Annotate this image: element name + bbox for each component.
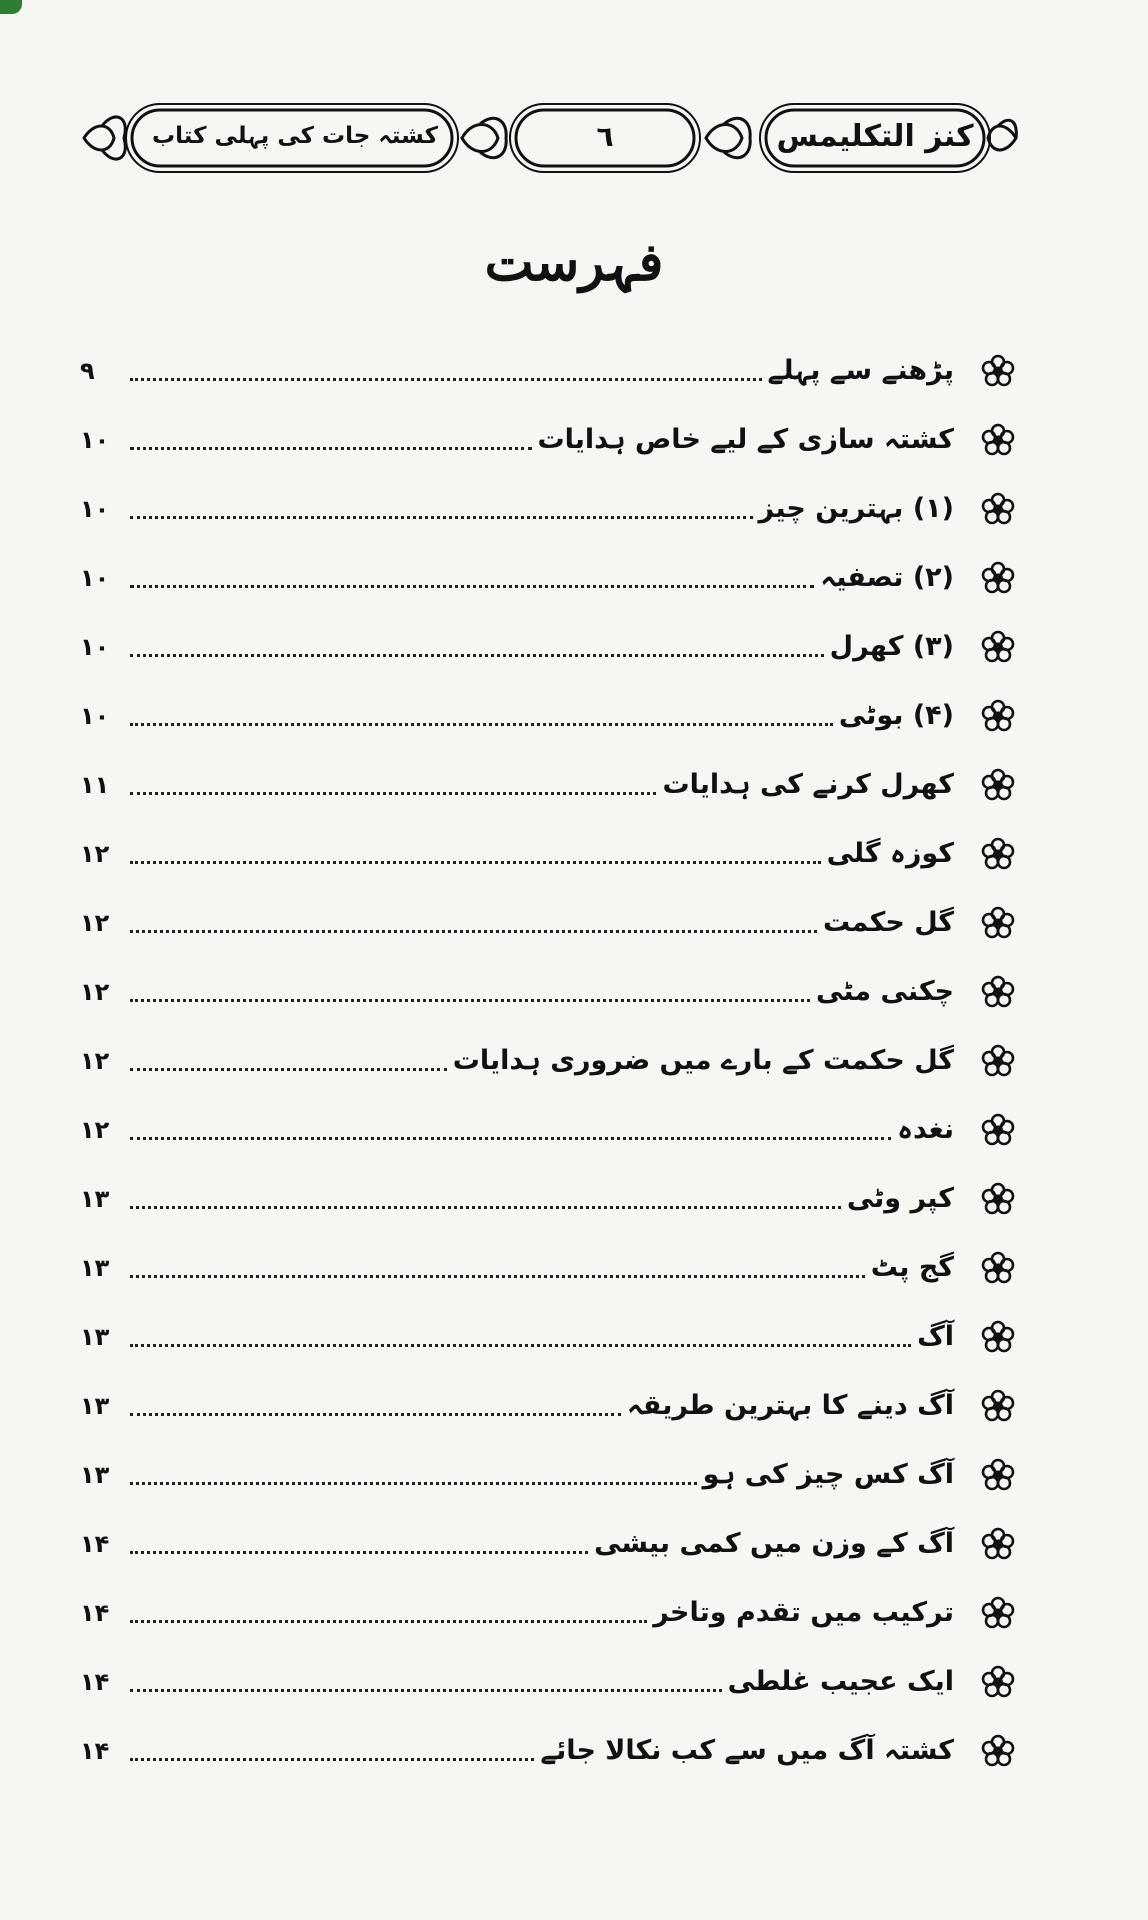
toc-entry-title: گل حکمت کے بارے میں ضروری ہدایات [452, 1045, 954, 1076]
toc-entry-title: کپر وٹی [846, 1183, 954, 1214]
toc-entry-title: آگ کس چیز کی ہو [702, 1459, 954, 1490]
flower-bullet-icon [976, 1039, 1020, 1083]
toc-entry [80, 1233, 1020, 1302]
flower-bullet-icon [976, 1660, 1020, 1704]
toc-entry [80, 1095, 1020, 1164]
toc-entry [80, 336, 1020, 405]
page-title: فہرست [484, 232, 664, 293]
toc-entry-page-number: ۱۳ [80, 1184, 110, 1213]
toc-entry-title: (۱) بہترین چیز [758, 493, 954, 524]
toc-entry-title: (۴) بوٹی [838, 700, 954, 731]
toc-entry-title: (۳) کھرل [829, 631, 954, 662]
toc-entry-title: چکنی مٹی [816, 976, 954, 1007]
toc-entry-title: آگ کے وزن میں کمی بیشی [594, 1528, 954, 1559]
flower-bullet-icon [976, 901, 1020, 945]
dot-leader [130, 1452, 697, 1485]
toc-entry [80, 1164, 1020, 1233]
dot-leader [130, 1314, 911, 1347]
flower-bullet-icon [976, 625, 1020, 669]
toc-entry [80, 888, 1020, 957]
toc-entry-title: نغدہ [897, 1114, 954, 1145]
flower-bullet-icon [976, 1729, 1020, 1773]
toc-entry-page-number: ۱۲ [80, 1115, 110, 1144]
toc-entry [80, 1440, 1020, 1509]
toc-entry [80, 957, 1020, 1026]
dot-leader [130, 1521, 588, 1554]
dot-leader [130, 555, 814, 588]
dot-leader [130, 1590, 647, 1623]
dot-leader [130, 1038, 447, 1071]
toc-entry-title: پڑھنے سے پہلے [767, 355, 954, 386]
flower-bullet-icon [976, 1453, 1020, 1497]
toc-entry-title: (۲) تصفیہ [820, 562, 954, 593]
toc-entry [80, 1578, 1020, 1647]
flower-bullet-icon [976, 1522, 1020, 1566]
flower-bullet-icon [976, 349, 1020, 393]
dot-leader [130, 1383, 621, 1416]
toc-entry [80, 1302, 1020, 1371]
page-corner-mark [0, 0, 22, 14]
toc-entry [80, 1509, 1020, 1578]
toc-entry-page-number: ۱۴ [80, 1667, 110, 1696]
page-header [80, 96, 1020, 180]
toc-entry-page-number: ۱۴ [80, 1598, 110, 1627]
toc-entry [80, 1716, 1020, 1785]
flower-bullet-icon [976, 832, 1020, 876]
toc-entry [80, 819, 1020, 888]
toc-entry-page-number: ۱۰ [80, 632, 110, 661]
toc-entry-page-number: ۱۲ [80, 908, 110, 937]
dot-leader [130, 1728, 534, 1761]
toc-entry-page-number: ۱۳ [80, 1391, 110, 1420]
toc-entry-page-number: ۱۳ [80, 1253, 110, 1282]
flower-bullet-icon [976, 970, 1020, 1014]
toc-entry-page-number: ۱۰ [80, 425, 110, 454]
toc-entry-title: آگ دینے کا بہترین طریقہ [626, 1390, 954, 1421]
toc-entry-title: گج پٹ [870, 1252, 954, 1283]
toc-entry-title: کوزہ گلی [826, 838, 954, 869]
dot-leader [130, 417, 532, 450]
dot-leader [130, 969, 810, 1002]
dot-leader [130, 624, 824, 657]
toc-entry-page-number: ۹ [80, 356, 95, 385]
dot-leader [130, 762, 656, 795]
header-page-number: ٦ [596, 119, 614, 153]
toc-entry-title: کشتہ سازی کے لیے خاص ہدایات [537, 424, 954, 455]
dot-leader [130, 900, 817, 933]
dot-leader [130, 1659, 722, 1692]
flower-bullet-icon [976, 556, 1020, 600]
toc-entry-page-number: ۱۴ [80, 1529, 110, 1558]
toc-entry-page-number: ۱۳ [80, 1322, 110, 1351]
toc-entry [80, 474, 1020, 543]
toc-entry [80, 1026, 1020, 1095]
toc-entry [80, 405, 1020, 474]
flower-bullet-icon [976, 1246, 1020, 1290]
toc-entry [80, 543, 1020, 612]
flower-bullet-icon [976, 1591, 1020, 1635]
toc-entry-title: کھرل کرنے کی ہدایات [662, 769, 954, 800]
dot-leader [130, 1176, 841, 1209]
toc-entry-page-number: ۱۲ [80, 1046, 110, 1075]
table-of-contents [80, 336, 1020, 1785]
header-series-title: کشتہ جات کی پہلی کتاب [152, 123, 438, 149]
toc-entry-title: آگ [917, 1321, 954, 1352]
flower-bullet-icon [976, 1108, 1020, 1152]
dot-leader [130, 348, 762, 381]
toc-entry-title: کشتہ آگ میں سے کب نکالا جائے [540, 1735, 954, 1766]
dot-leader [130, 693, 833, 726]
toc-entry-title: گل حکمت [822, 907, 954, 938]
dot-leader [130, 1107, 891, 1140]
flower-bullet-icon [976, 1384, 1020, 1428]
flower-bullet-icon [976, 694, 1020, 738]
toc-entry-page-number: ۱۰ [80, 563, 110, 592]
dot-leader [130, 831, 821, 864]
flower-bullet-icon [976, 1315, 1020, 1359]
toc-entry-page-number: ۱۰ [80, 701, 110, 730]
toc-entry-page-number: ۱۴ [80, 1736, 110, 1765]
toc-entry-title: ایک عجیب غلطی [727, 1666, 954, 1697]
toc-entry-page-number: ۱۲ [80, 977, 110, 1006]
flower-bullet-icon [976, 763, 1020, 807]
toc-entry [80, 612, 1020, 681]
toc-entry [80, 1371, 1020, 1440]
toc-entry [80, 1647, 1020, 1716]
toc-entry-page-number: ۱۲ [80, 839, 110, 868]
toc-entry-title: ترکیب میں تقدم وتاخر [653, 1597, 954, 1628]
toc-entry [80, 750, 1020, 819]
toc-entry [80, 681, 1020, 750]
dot-leader [130, 486, 753, 519]
flower-bullet-icon [976, 1177, 1020, 1221]
flower-bullet-icon [976, 487, 1020, 531]
dot-leader [130, 1245, 865, 1278]
flower-bullet-icon [976, 418, 1020, 462]
header-book-title: کنز التکلیمس [776, 118, 974, 154]
toc-entry-page-number: ۱۳ [80, 1460, 110, 1489]
toc-entry-page-number: ۱۱ [80, 770, 110, 799]
toc-entry-page-number: ۱۰ [80, 494, 110, 523]
